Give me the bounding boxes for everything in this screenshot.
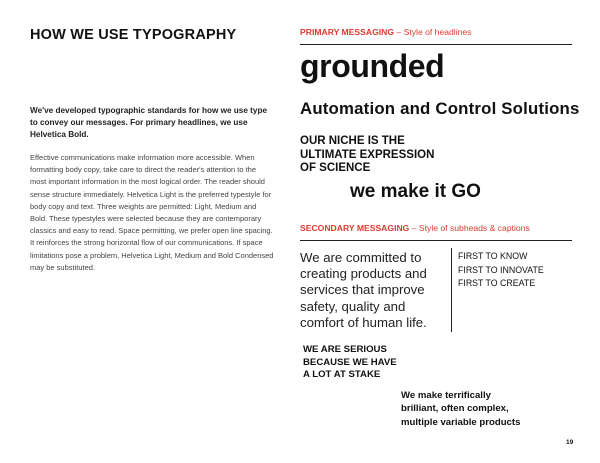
primary-label-suffix: – Style of headlines — [394, 27, 472, 37]
secondary-label-suffix: – Style of subheads & captions — [409, 223, 530, 233]
headline-automation: Automation and Control Solutions — [300, 99, 580, 118]
headline-grounded: grounded — [300, 48, 445, 84]
committed-statement: We are committed to creating products and services that improve safety, quality and comfort of human life. — [300, 250, 427, 330]
terrific-statement: We make terrifically brilliant, often complex, multiple variable products — [401, 390, 521, 428]
headline-make-it-go: we make it GO — [350, 181, 481, 202]
primary-label-strong: PRIMARY MESSAGING — [300, 27, 395, 37]
primary-messaging-label — [300, 27, 471, 37]
body-paragraph: Effective communications make information more accessible. When formatting body copy, take care to direct the reader's attention to the most important information in the most logical order. The reader should sense structure immediately. Helvetica Light is the preferred typestyle for body copy and text. Three weights are permitted: Light, Medium and Bold. These typestyles were selected because they are contemporary classics and easy to read. Space permitting, we prefer open line spacing. It reinforces the strong horizontal flow of our communications. If space limitations pose a problem, Helvetica Light, Medium and Bold Condensed may be substituted. — [30, 153, 274, 272]
headline-niche: OUR NICHE IS THE ULTIMATE EXPRESSION OF SCIENCE — [300, 135, 435, 174]
list-item: FIRST TO INNOVATE — [458, 264, 544, 275]
secondary-label-strong: SECONDARY MESSAGING — [300, 223, 410, 233]
page-number: 19 — [566, 439, 574, 446]
list-item: FIRST TO KNOW — [458, 251, 528, 261]
primary-rule — [300, 44, 572, 45]
section-title: HOW WE USE TYPOGRAPHY — [30, 27, 237, 43]
serious-statement: WE ARE SERIOUS BECAUSE WE HAVE A LOT AT STAKE — [303, 344, 397, 381]
vertical-divider — [451, 248, 452, 332]
lead-paragraph: We've developed typographic standards for how we use type to convey our messages. For primary headlines, we use Helvetica Bold. — [30, 106, 268, 139]
list-item: FIRST TO CREATE — [458, 278, 536, 288]
secondary-messaging-label — [300, 223, 530, 233]
secondary-rule — [300, 240, 572, 241]
first-to-list — [458, 250, 544, 291]
